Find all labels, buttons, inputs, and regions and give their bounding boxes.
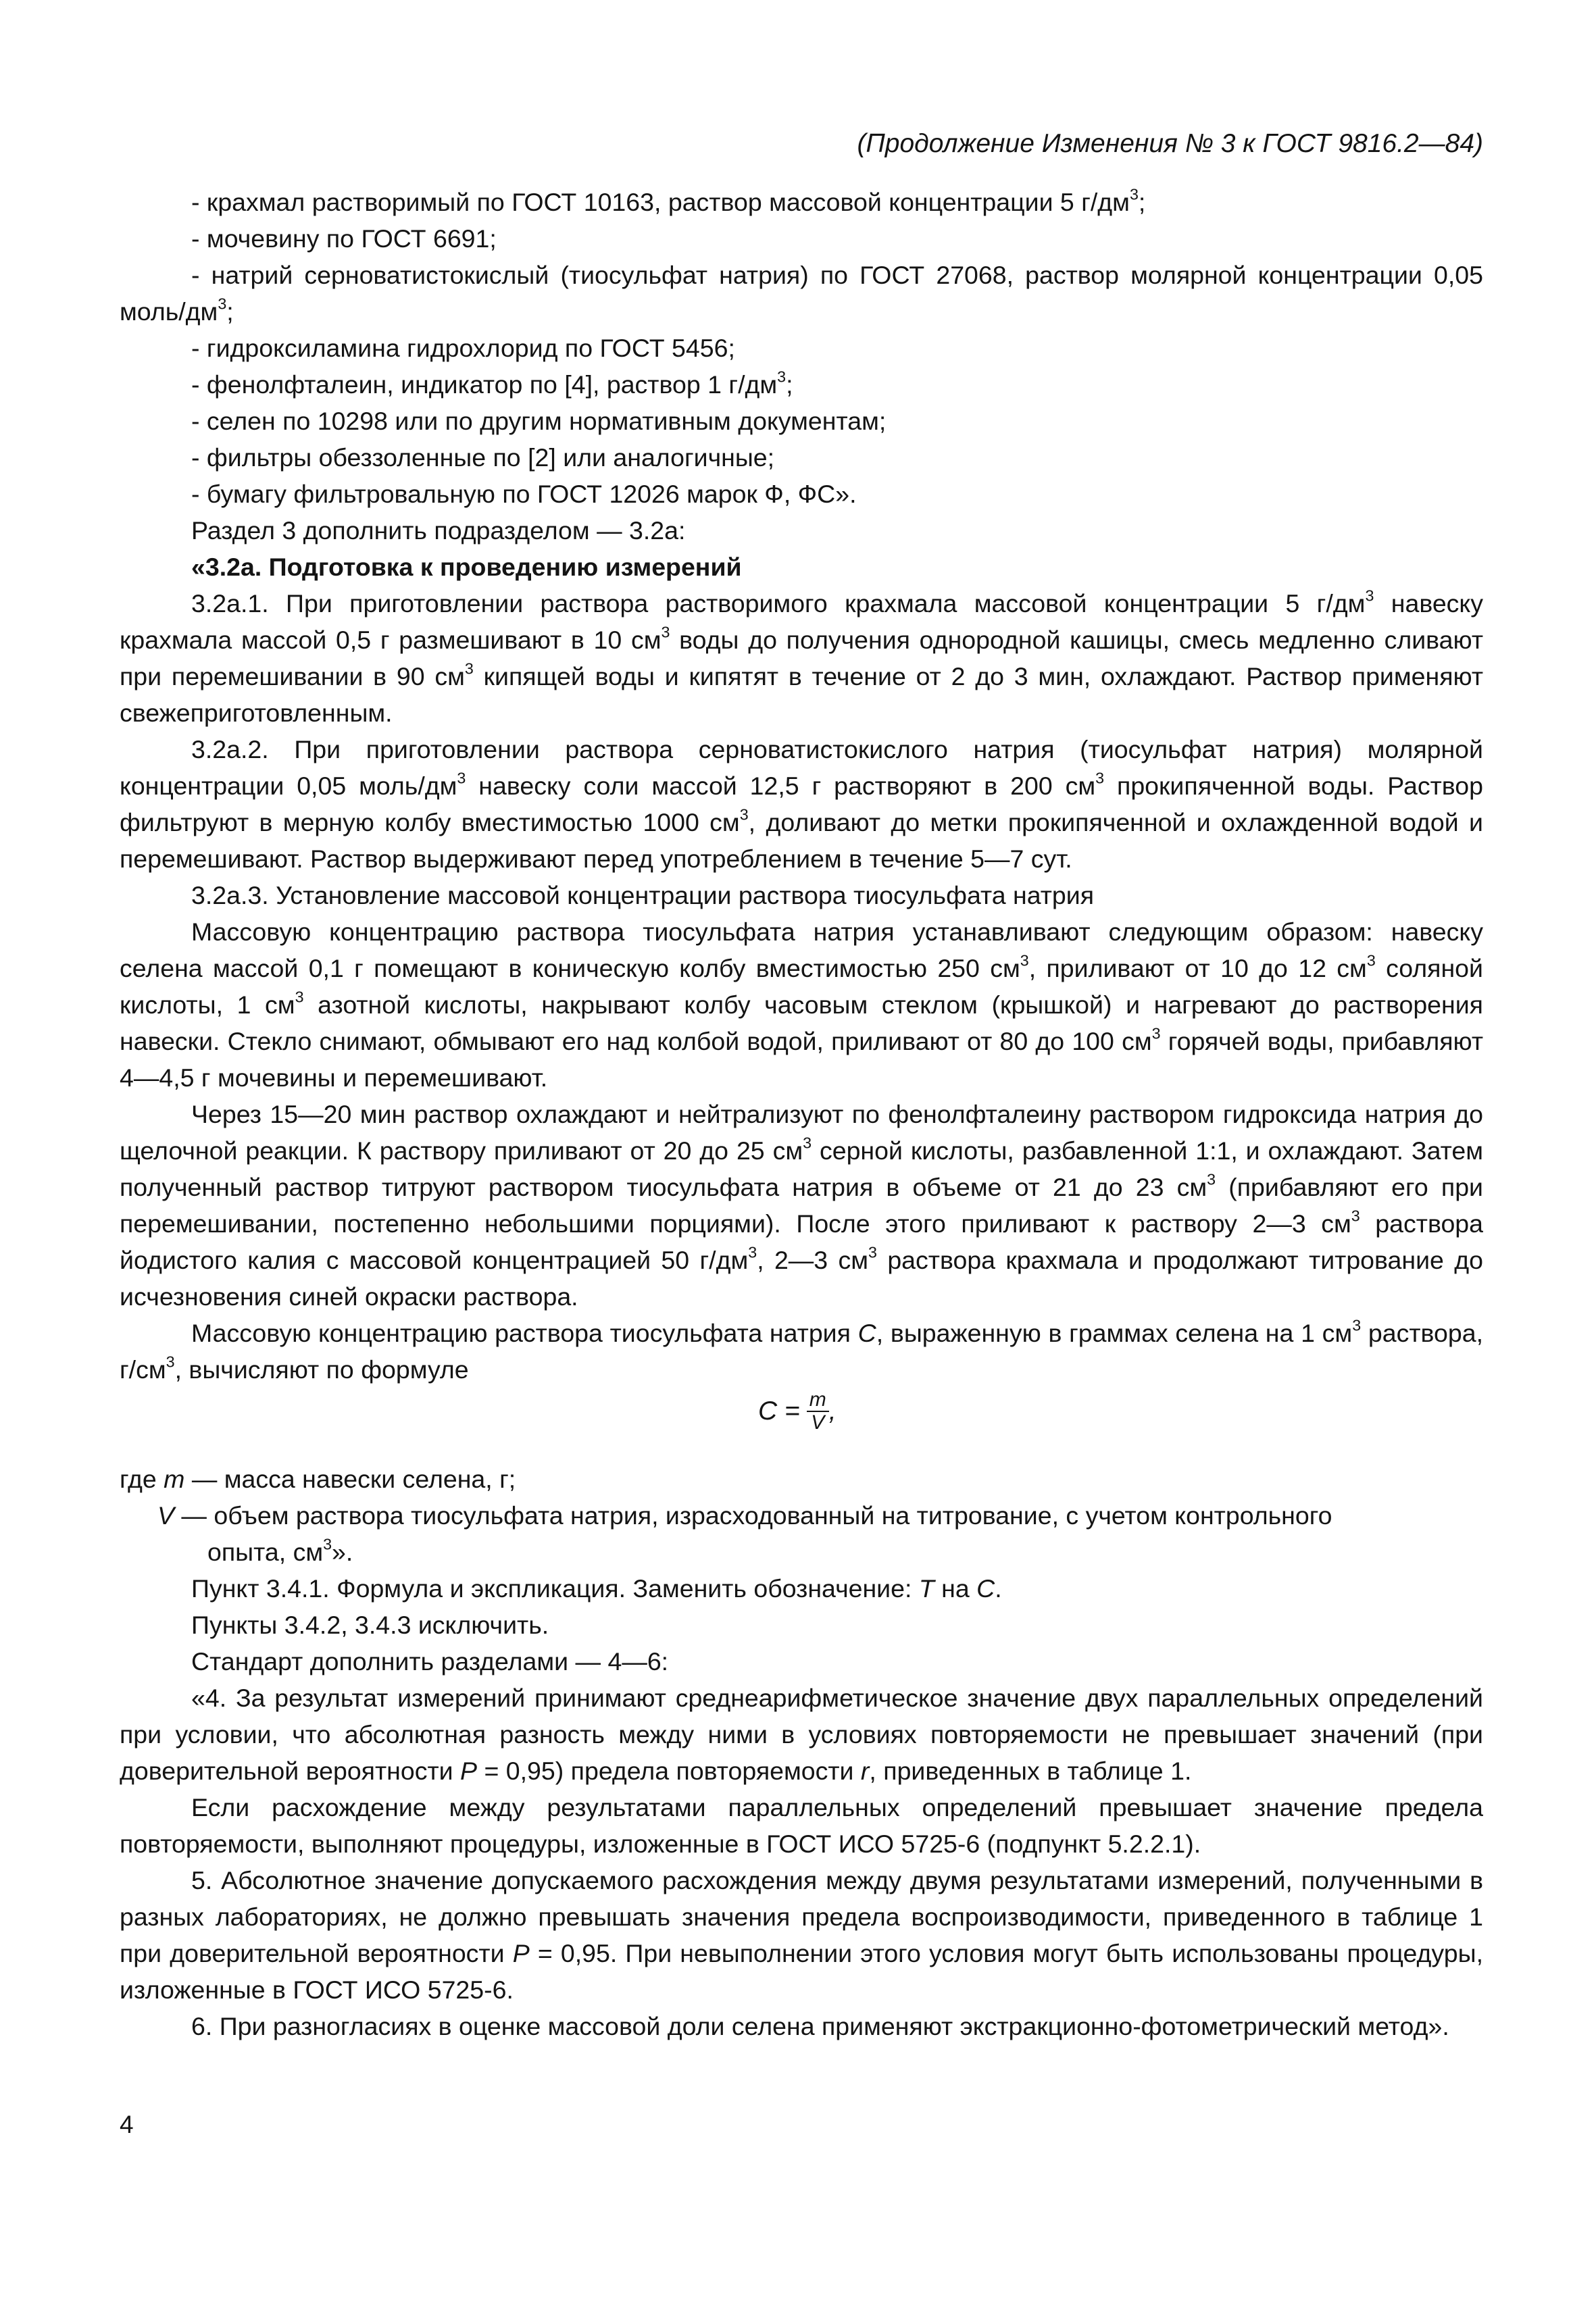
change-add-sections: Стандарт дополнить разделами — 4—6: (191, 1647, 669, 1676)
formula-explication (120, 1461, 1483, 1570)
list-item-filter-paper: - бумагу фильтровальную по ГОСТ 12026 марок Ф, ФС». (191, 480, 857, 508)
list-item-selenium: - селен по 10298 или по другим нормативным документам; (191, 407, 887, 435)
list-item-thiosulfate: - натрий серноватистокислый (тиосульфат натрия) по ГОСТ 27068, раствор молярной концентрации 0,05 моль/$дм^3$; (120, 261, 1483, 326)
list-item-filters: - фильтры обеззоленные по [2] или аналогичные; (191, 443, 775, 472)
paragraph-formula-intro: Массовую концентрацию раствора тиосульфата натрия С, выраженную в граммах селена на 1 $см^3$ раствора, $г/см^3$, вычисляют по формуле (120, 1316, 1484, 1384)
paragraph-3-2a-3-procedure: Массовую концентрацию раствора тиосульфата натрия устанавливают следующим образом: навеску селена массой 0,1 г помещают в коническую колбу вместимостью 250 $см^3$, приливают от 10 до 12 $см^3$ соляной кислоты, 1 $см^3$ азотной кислоты, накрывают колбу часовым стеклом (крышкой) и нагревают до растворения навески. Стекло снимают, обмывают его над колбой водой, приливают от 80 до 100 $см^3$ горячей воды, прибавляют 4—4,5 г мочевины и перемешивают. (120, 917, 1483, 1092)
list-item-starch: - крахмал растворимый по ГОСТ 10163, раствор массовой концентрации 5 $г/дм^3$; (191, 185, 1146, 216)
paragraph-3-2a-2: 3.2а.2. При приготовлении раствора серноватистокислого натрия (тиосульфат натрия) молярной концентрации 0,05 моль/$дм^3$ навеску соли массой 12,5 г растворяют в 200 $см^3$ прокипяченной воды. Раствор фильтруют в мерную колбу вместимостью 1000 $см^3$, доливают до метки прокипяченной и охлажденной водой и перемешивают. Раствор выдерживают перед употреблением в течение 5—7 сут. (120, 735, 1483, 873)
section-4-discrepancy: Если расхождение между результатами параллельных определений превышает значение предела повторяемости, выполняют процедуры, изложенные в ГОСТ ИСО 5725-6 (подпункт 5.2.2.1). (120, 1793, 1483, 1858)
document-body (120, 184, 1483, 2044)
subsection-heading: «3.2а. Подготовка к проведению измерений (191, 553, 742, 581)
page-header: (Продолжение Изменения № 3 к ГОСТ 9816.2—84) (857, 129, 1483, 158)
paragraph-3-2a-1: 3.2а.1. При приготовлении раствора растворимого крахмала массовой концентрации 5 $г/дм^3$ навеску крахмала массой 0,5 г размешивают в 10 $см^3$ воды до получения однородной кашицы, смесь медленно сливают при перемешивании в 90 $см^3$ кипящей воды и кипятят в течение от 2 до 3 мин, охлаждают. Раствор применяют свежеприготовленным. (120, 586, 1484, 727)
page-number: 4 (120, 2111, 134, 2138)
explication-v: V — объем раствора тиосульфата натрия, израсходованный на титрование, с учетом контрольного опыта, $см^3$». (157, 1501, 1332, 1566)
formula-block (120, 1388, 1483, 1461)
formula-fraction: $\frac{m}{V}$ (807, 1389, 829, 1434)
change-3-4-1: Пункт 3.4.1. Формула и экспликация. Заменить обозначение: Т на С. (191, 1574, 1002, 1603)
list-item-hydroxylamine: - гидроксиламина гидрохлорид по ГОСТ 5456; (191, 334, 735, 362)
formula: С = $\frac{m}{V}$ , (758, 1388, 837, 1434)
add-subsection-instruction: Раздел 3 дополнить подразделом — 3.2а: (191, 516, 686, 545)
section-5: 5. Абсолютное значение допускаемого расхождения между двумя результатами измерений, полученными в разных лабораториях, не должно превышать значения предела воспроизводимости, приведенного в таблице 1 при доверительной вероятности Р = 0,95. При невыполнении этого условия могут быть использованы процедуры, изложенные в ГОСТ ИСО 5725-6. (120, 1866, 1483, 2004)
explication-m: где m — масса навески селена, г; (120, 1465, 516, 1493)
paragraph-3-2a-3-title: 3.2а.3. Установление массовой концентрации раствора тиосульфата натрия (191, 881, 1095, 909)
change-3-4-2: Пункты 3.4.2, 3.4.3 исключить. (191, 1611, 549, 1639)
list-item-phenolphthalein: - фенолфталеин, индикатор по [4], раствор 1 $г/дм^3$; (191, 368, 793, 399)
list-item-urea: - мочевину по ГОСТ 6691; (191, 224, 497, 253)
section-6: 6. При разногласиях в оценке массовой доли селена применяют экстракционно-фотометрический метод». (191, 2012, 1449, 2040)
paragraph-titration: Через 15—20 мин раствор охлаждают и нейтрализуют по фенолфталеину раствором гидроксида натрия до щелочной реакции. К раствору приливают от 20 до 25 $см^3$ серной кислоты, разбавленной 1:1, и охлаждают. Затем полученный раствор титруют раствором тиосульфата натрия в объеме от 21 до 23 $см^3$ (прибавляют его при перемешивании, постепенно небольшими порциями). После этого приливают к раствору 2—3 $см^3$ раствора йодистого калия с массовой концентрацией 50 $г/дм^3$, 2—3 $см^3$ раствора крахмала и продолжают титрование до исчезновения синей окраски раствора. (120, 1100, 1484, 1311)
section-4: «4. За результат измерений принимают среднеарифметическое значение двух параллельных определений при условии, что абсолютная разность между ними в условиях повторяемости не превышает значений (при доверительной вероятности Р = 0,95) предела повторяемости r, приведенных в таблице 1. (120, 1684, 1483, 1785)
